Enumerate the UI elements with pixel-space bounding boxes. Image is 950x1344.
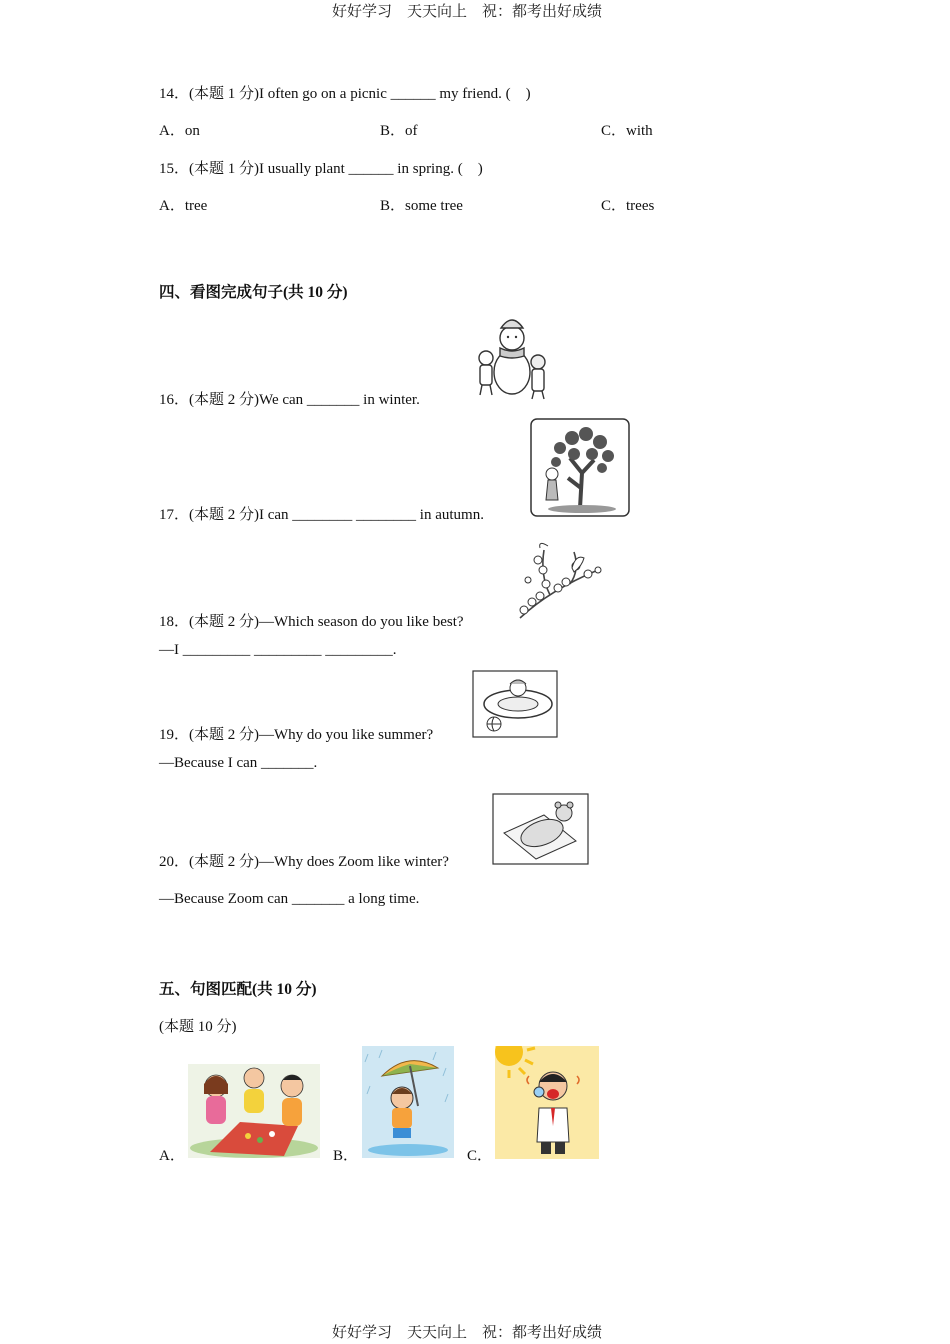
question-14: 14．(本题 1 分)I often go on a picnic ______ my friend. ( ) — [159, 86, 531, 102]
question-19-answer: —Because I can _______. — [159, 755, 318, 771]
question-17: 17．(本题 2 分)I can ________ ________ in autumn. — [159, 507, 484, 523]
sleeping-bear-image — [492, 793, 589, 865]
question-19: 19．(本题 2 分)—Why do you like summer? — [159, 727, 434, 743]
match-label-c: C． — [467, 1148, 493, 1164]
question-18: 18．(本题 2 分)—Which season do you like best? — [159, 614, 464, 630]
q14-option-c: C．with — [601, 123, 653, 139]
section-5-title: 五、句图匹配(共 10 分) — [159, 981, 317, 998]
q15-option-b: B．some tree — [380, 198, 463, 214]
swim-ring-image — [472, 670, 558, 738]
q15-option-a: A．tree — [159, 198, 208, 214]
q15-option-c: C．trees — [601, 198, 655, 214]
section-5-note: (本题 10 分) — [159, 1019, 237, 1035]
question-20: 20．(本题 2 分)—Why does Zoom like winter? — [159, 854, 449, 870]
section-4-title: 四、看图完成句子(共 10 分) — [159, 284, 348, 301]
match-label-b: B． — [333, 1148, 359, 1164]
match-label-a: A． — [159, 1148, 185, 1164]
q14-option-b: B．of — [380, 123, 418, 139]
page-header: 好好学习 天天向上 祝：都考出好成绩 — [332, 2, 603, 20]
question-15: 15．(本题 1 分)I usually plant ______ in spring. ( ) — [159, 161, 483, 177]
apple-tree-image — [530, 418, 630, 517]
rain-umbrella-image — [362, 1046, 454, 1158]
q14-option-a: A．on — [159, 123, 200, 139]
family-picnic-image — [188, 1064, 320, 1158]
question-16: 16．(本题 2 分)We can _______ in winter. — [159, 392, 420, 408]
hot-sun-image — [495, 1046, 599, 1159]
question-20-answer: —Because Zoom can _______ a long time. — [159, 891, 420, 907]
snowman-image — [470, 310, 552, 400]
blossom-branch-image — [510, 540, 605, 622]
page-footer: 好好学习 天天向上 祝：都考出好成绩 — [332, 1323, 603, 1341]
question-18-answer: —I _________ _________ _________. — [159, 642, 397, 658]
